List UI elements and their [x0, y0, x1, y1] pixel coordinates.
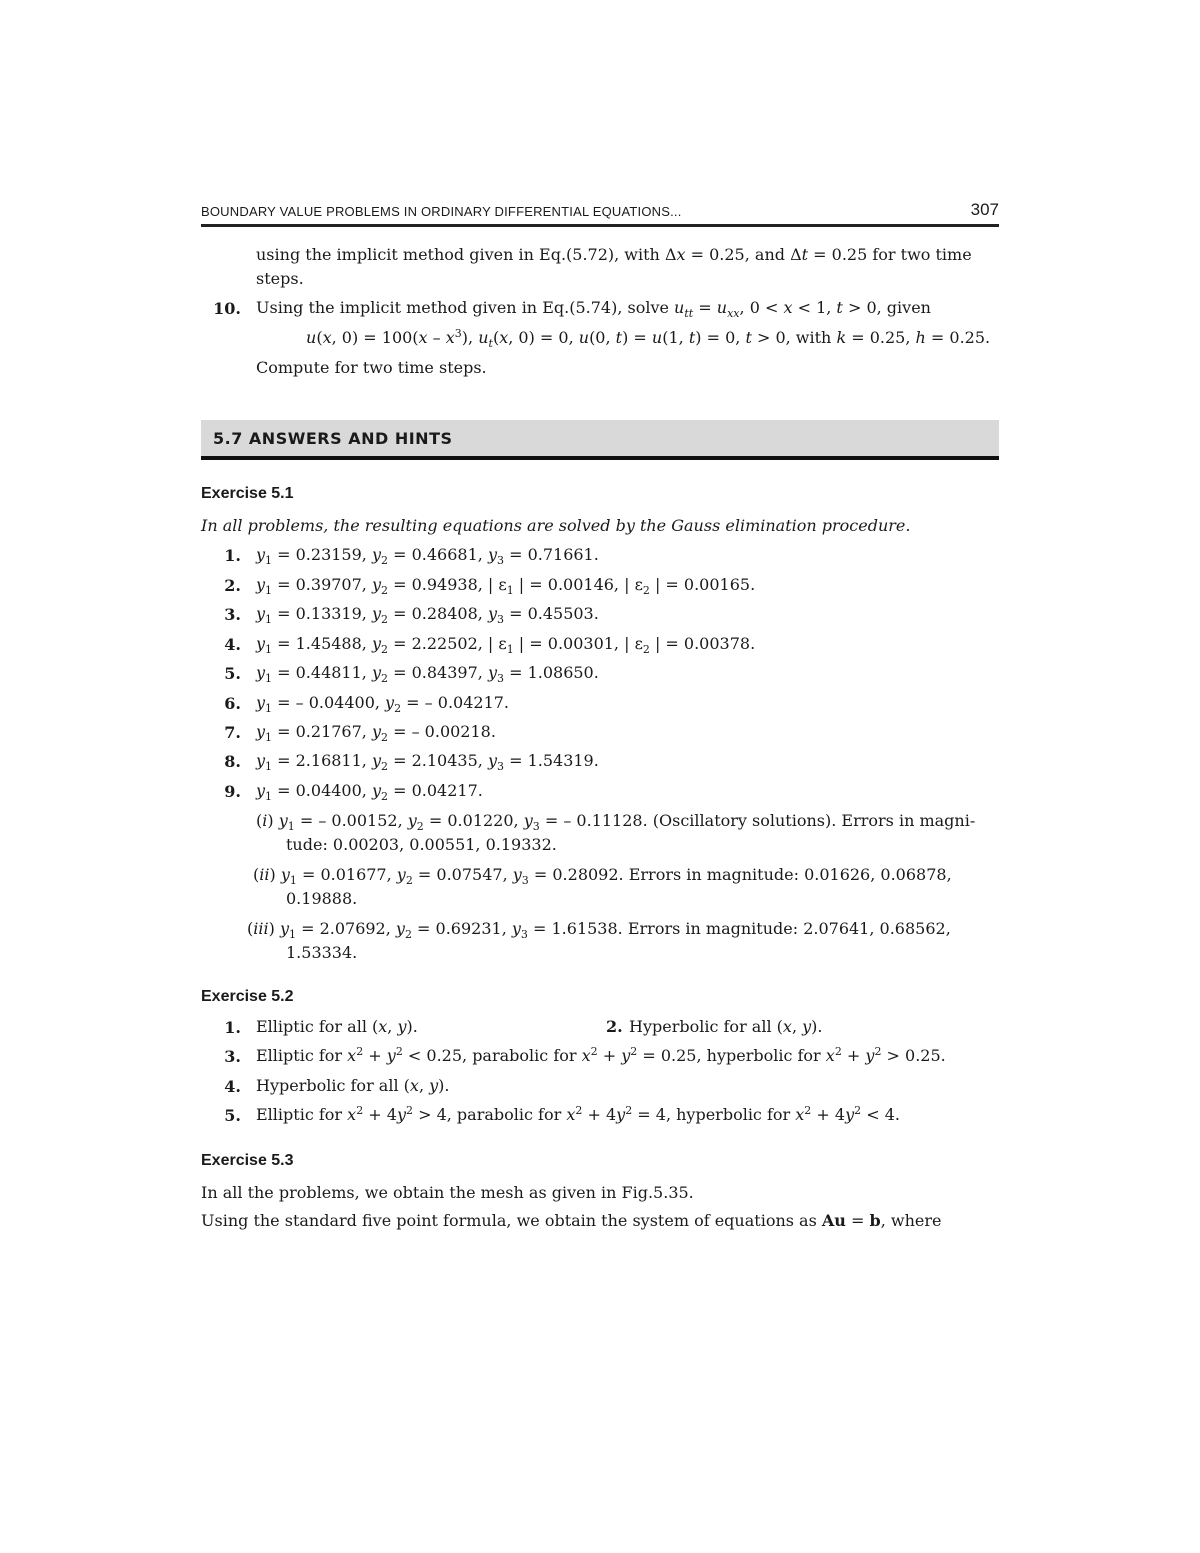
answer-5-1-10-ii: (ii) $y_1 = 0.01677$, $y_2 = 0.07547$, $y_3 = 0.28092$. Errors in magnitude: 0.01626, 0.06878,	[253, 865, 952, 887]
answer-5-1-7: $y_1 = 0.21767$, $y_2$ = – 0.00218.	[256, 722, 496, 744]
answer-5-1-10-ii-cont: 0.19888.	[286, 889, 358, 908]
answer-5-1-10-iii-cont: 1.53334.	[286, 943, 358, 962]
answer-number: 5.	[224, 1106, 241, 1125]
answer-5-1-10-i-cont: tude: 0.00203, 0.00551, 0.19332.	[286, 835, 557, 854]
answer-number: 6.	[224, 694, 241, 713]
answer-number: 5.	[224, 664, 241, 683]
answer-5-1-5: $y_1 = 0.44811$, $y_2 = 0.84397$, $y_3 = 1.08650$.	[256, 663, 599, 685]
exercise-5-1-heading: Exercise 5.1	[201, 485, 294, 502]
answer-number: 1.	[224, 1018, 241, 1037]
exercise-5-3-heading: Exercise 5.3	[201, 1152, 294, 1169]
page-number: 307	[970, 200, 999, 219]
answer-5-1-8: $y_1 = 2.16811$, $y_2 = 2.10435$, $y_3 = 1.54319$.	[256, 751, 599, 773]
problem-10-conditions: u(x, $0) = 100(x - x^3)$, $u_t(x$, 0) = 0, u(0, t) = u(1, t) = 0, t > 0, with k = 0.25, h = 0.25.	[306, 327, 991, 350]
section-heading	[201, 420, 999, 460]
answer-5-1-10-iii: (iii) $y_1 = 2.07692$, $y_2 = 0.69231$, $y_3 = 1.61538$. Errors in magnitude: 2.07641, 0.68562,	[247, 919, 951, 941]
answer-5-2-4: Hyperbolic for all (x, y).	[256, 1076, 450, 1095]
running-header	[201, 200, 999, 227]
answer-number: 7.	[224, 723, 241, 742]
section-title: 5.7 ANSWERS AND HINTS	[213, 429, 453, 448]
answer-5-1-6: $y_1$ = – 0.04400, $y_2$ = – 0.04217.	[256, 693, 510, 715]
answer-5-1-4: $y_1 = 1.45488$, $y_2 = 2.22502$, | $\varepsilon_1$ | = 0.00301, | $\varepsilon_2$ | = 0.00378.	[256, 634, 756, 656]
answer-5-2-5: Elliptic for $x^2 + 4y^2 > 4$, parabolic for $x^2 + 4y^2 = 4$, hyperbolic for $x^2 + 4y^2 < 4$.	[256, 1104, 900, 1124]
answer-number: 2.	[606, 1017, 623, 1036]
answer-number: 8.	[224, 752, 241, 771]
answer-number: 2.	[224, 576, 241, 595]
answer-5-1-10-i: (i) $y_1$ = – 0.00152, $y_2 = 0.01220$, $y_3$ = – 0.11128. (Oscillatory solutions). Errors in magni-	[256, 811, 976, 833]
exercise-5-1-note: In all problems, the resulting equations are solved by the Gauss elimination procedure.	[201, 516, 911, 535]
problem-10-statement: Using the implicit method given in Eq.(5.74), solve $u_{tt} = u_{xx}$, 0 < x < 1, t > 0, given	[256, 298, 931, 320]
continuation-line-1: using the implicit method given in Eq.(5.72), with Δx = 0.25, and Δt = 0.25 for two time	[256, 245, 972, 264]
exercise-5-3-line-2: Using the standard five point formula, we obtain the system of equations as Au = b, where	[201, 1211, 942, 1230]
answer-number: 1.	[224, 546, 241, 565]
answer-number: 4.	[224, 1077, 241, 1096]
answer-number: 9.	[224, 782, 241, 801]
answer-5-1-9: $y_1 = 0.04400$, $y_2 = 0.04217$.	[256, 781, 483, 803]
exercise-5-3-line-1: In all the problems, we obtain the mesh as given in Fig.5.35.	[201, 1183, 694, 1202]
answer-number: 4.	[224, 635, 241, 654]
answer-5-1-3: $y_1 = 0.13319$, $y_2 = 0.28408$, $y_3 = 0.45503$.	[256, 604, 599, 626]
running-title: BOUNDARY VALUE PROBLEMS IN ORDINARY DIFFERENTIAL EQUATIONS...	[201, 204, 682, 219]
exercise-5-2-heading: Exercise 5.2	[201, 988, 294, 1005]
answer-5-1-1: $y_1 = 0.23159$, $y_2 = 0.46681$, $y_3 = 0.71661$.	[256, 545, 599, 567]
continuation-line-2: steps.	[256, 269, 304, 288]
answer-5-1-2: $y_1 = 0.39707$, $y_2 = 0.94938$, | $\varepsilon_1$ | = 0.00146, | $\varepsilon_2$ | = 0.00165.	[256, 575, 756, 597]
answer-number: 3.	[224, 1047, 241, 1066]
answer-number: 3.	[224, 605, 241, 624]
problem-10-number: 10.	[213, 299, 241, 318]
problem-10-compute: Compute for two time steps.	[256, 358, 487, 377]
answer-5-2-1: Elliptic for all (x, y).	[256, 1017, 418, 1036]
answer-5-2-2: Hyperbolic for all (x, y).	[629, 1017, 823, 1036]
answer-5-2-3: Elliptic for $x^2 + y^2 < 0.25$, parabolic for $x^2 + y^2 = 0.25$, hyperbolic for $x^2 + y^2 > 0.25$.	[256, 1045, 946, 1065]
